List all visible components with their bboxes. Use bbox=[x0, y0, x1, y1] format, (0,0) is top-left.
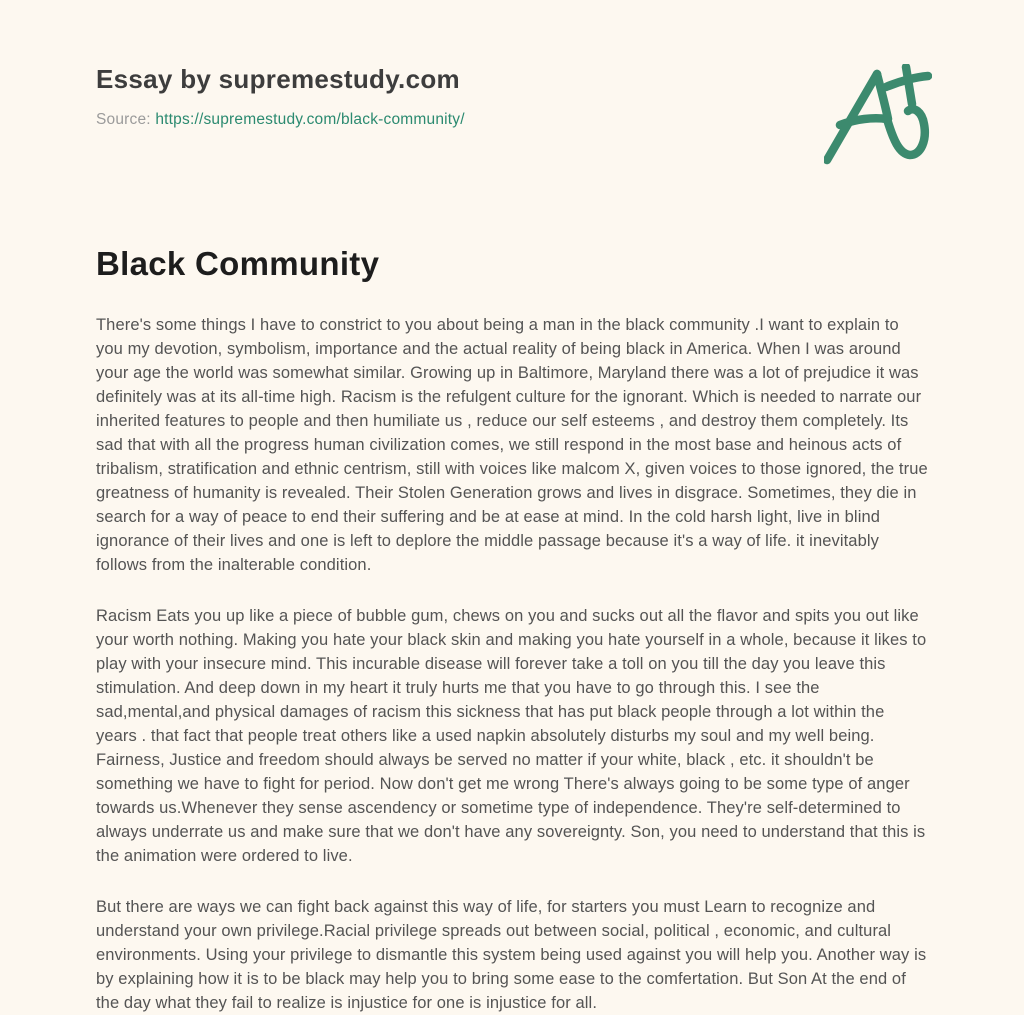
source-label: Source: bbox=[96, 111, 151, 128]
a-plus-logo-icon bbox=[824, 64, 932, 169]
essay-paragraph: Racism Eats you up like a piece of bubble gum, chews on you and sucks out all the flavor and spits you out like your worth nothing. Making you hate your black skin and making you hate yourself in a whole, because it likes to play with your insecure mind. This incurable disease will forever take a toll on you till the day you leave this stimulation. And deep down in my heart it truly hurts me that you have to go through this. I see the sad,mental,and physical damages of racism this sickness that has put black people through a lot within the years . that fact that people treat others like a used napkin absolutely disturbs my soul and my well being. Fairness, Justice and freedom should always be served no matter if your white, black , etc. it shouldn't be something we have to fight for period. Now don't get me wrong There's always going to be some type of anger towards us.Whenever they sense ascendency or sometime type of independence. They're self-determined to always underrate us and make sure that we don't have any sovereignty. Son, you need to understand that this is the animation were ordered to live. bbox=[96, 607, 927, 865]
essay-title: Black Community bbox=[96, 245, 380, 282]
document-header bbox=[96, 64, 928, 129]
essay-paragraph: There's some things I have to constrict to you about being a man in the black community .I want to explain to you my devotion, symbolism, importance and the actual reality of being black in America. When I was around your age the world was somewhat similar. Growing up in Baltimore, Maryland there was a lot of prejudice it was definitely was at its all-time high. Racism is the refulgent culture for the ignorant. Which is needed to narrate our inherited features to people and then humiliate us , reduce our self esteems , and destroy them completely. Its sad that with all the progress human civilization comes, we still respond in the most base and heinous acts of tribalism, stratification and ethnic centrism, still with voices like malcom X, given voices to those ignored, the true greatness of humanity is revealed. Their Stolen Generation grows and lives in disgrace. Sometimes, they die in search for a way of peace to end their suffering and be at ease at mind. In the cold harsh light, live in blind ignorance of their lives and one is left to deplore the middle passage because it's a way of life. it inevitably follows from the inalterable condition. bbox=[96, 316, 928, 574]
essay-paragraph: But there are ways we can fight back against this way of life, for starters you must Learn to recognize and understand your own privilege.Racial privilege spreads out between social, political , economic, and cultural environments. Using your privilege to dismantle this system being used against you will help you. Another way is by explaining how it is to be black may help you to bring some ease to the comfertation. But Son At the end of the day what they fail to realize is injustice for one is injustice for all. bbox=[96, 898, 927, 1012]
source-line bbox=[96, 111, 928, 129]
page-title: Essay by supremestudy.com bbox=[96, 64, 460, 94]
source-link[interactable]: https://supremestudy.com/black-community/ bbox=[155, 111, 465, 128]
essay-body bbox=[96, 313, 929, 1015]
